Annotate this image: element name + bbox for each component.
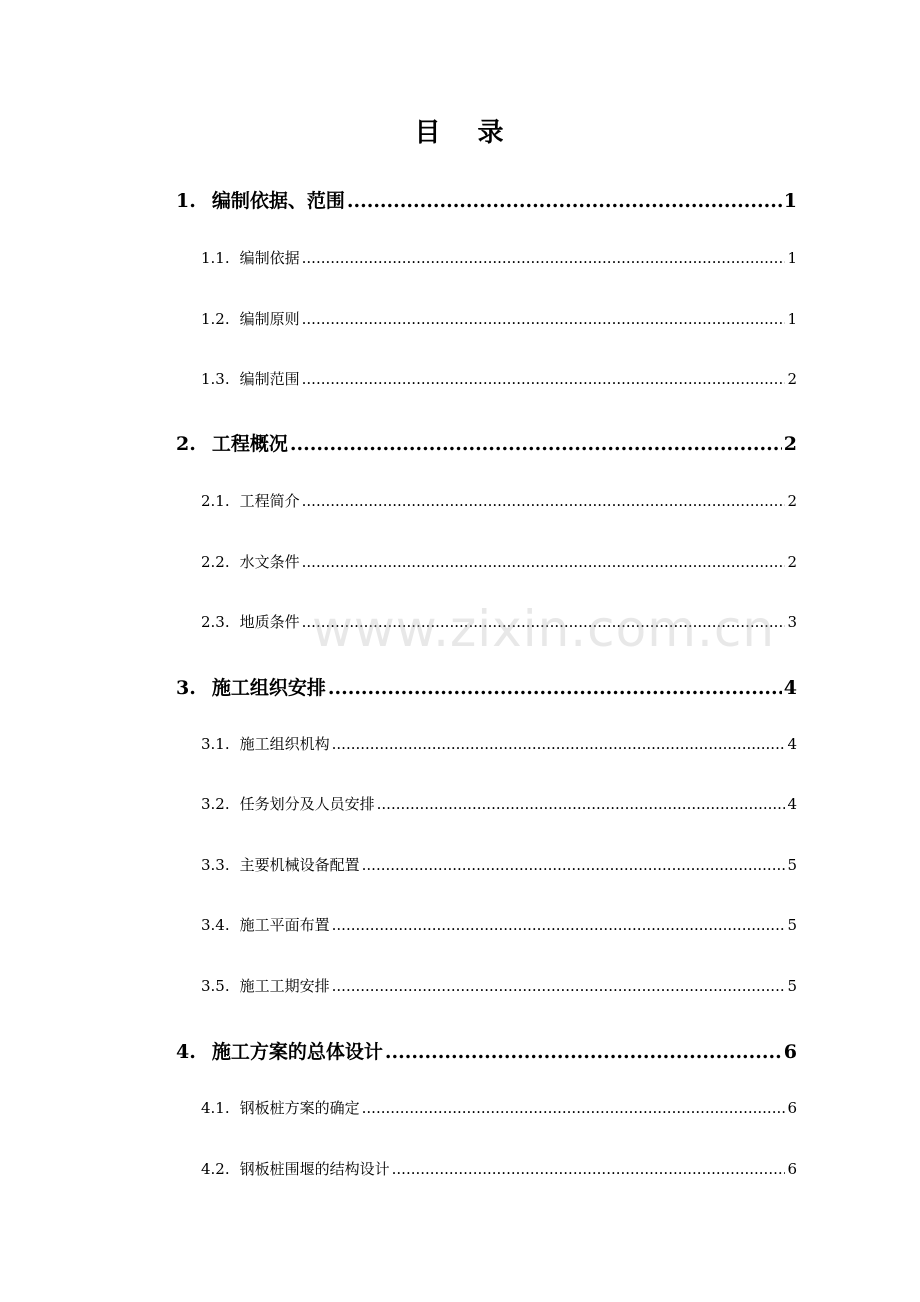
toc-entry-number: 1. [176,190,196,212]
toc-entry-number: 3. [176,677,196,699]
toc-entry[interactable] [201,308,797,329]
toc-dot-leader [347,190,782,212]
toc-dot-leader [332,735,786,753]
toc-dot-leader [377,795,786,813]
toc-entry-title: 水文条件 [239,553,300,571]
toc-entry-number: 3.3. [201,856,230,874]
toc-entry-number: 3.5. [201,977,230,995]
toc-entry[interactable] [176,1037,797,1064]
toc-entry[interactable] [201,247,797,268]
toc-entry-title: 施工平面布置 [239,916,330,934]
toc-dot-leader [302,370,786,388]
toc-entry[interactable] [176,429,797,456]
toc-entry-number: 2.2. [201,553,230,571]
toc-entry[interactable] [201,1097,797,1118]
toc-entry[interactable] [201,793,797,814]
toc-entry[interactable] [176,673,797,700]
toc-entry-title: 施工组织机构 [239,735,330,753]
toc-entry-page-number: 3 [787,613,797,631]
toc-entry-number: 2.3. [201,613,230,631]
toc-entry-page-number: 1 [787,249,797,267]
toc-dot-leader [362,1099,786,1117]
toc-entry[interactable] [201,611,797,632]
toc-dot-leader [385,1041,782,1063]
toc-dot-leader [302,492,786,510]
toc-entry-title: 施工方案的总体设计 [211,1041,383,1063]
toc-entry[interactable] [201,854,797,875]
page-title: 目 录 [414,118,518,148]
toc-entry[interactable] [201,490,797,511]
toc-entry-page-number: 2 [787,492,797,510]
toc-entry-title: 施工工期安排 [239,977,330,995]
toc-dot-leader [290,433,782,455]
toc-dot-leader [362,856,786,874]
toc-entry-page-number: 4 [787,795,797,813]
toc-entry-title: 钢板桩围堰的结构设计 [239,1160,390,1178]
toc-entry-number: 4.1. [201,1099,230,1117]
toc-entry[interactable] [201,368,797,389]
toc-entry[interactable] [201,733,797,754]
toc-entry[interactable] [201,1158,797,1179]
toc-dot-leader [302,613,786,631]
toc-entry-number: 1.2. [201,310,230,328]
toc-entry-title: 工程概况 [211,433,288,455]
toc-entry-title: 编制依据、范围 [211,190,345,212]
toc-entry-title: 钢板桩方案的确定 [239,1099,360,1117]
toc-entry-title: 主要机械设备配置 [239,856,360,874]
toc-entry-page-number: 2 [783,433,797,455]
toc-dot-leader [332,977,786,995]
toc-entry-page-number: 5 [787,916,797,934]
toc-entry-title: 编制范围 [239,370,300,388]
toc-entry-page-number: 4 [783,677,797,699]
toc-dot-leader [392,1160,786,1178]
toc-entry-title: 地质条件 [239,613,300,631]
toc-entry-title: 工程简介 [239,492,300,510]
toc-dot-leader [328,677,782,699]
toc-entry-number: 3.4. [201,916,230,934]
toc-entry[interactable] [201,914,797,935]
toc-entry-page-number: 6 [783,1041,797,1063]
toc-entry-page-number: 6 [787,1099,797,1117]
toc-entry-page-number: 1 [787,310,797,328]
toc-entry-page-number: 2 [787,553,797,571]
toc-entry-page-number: 6 [787,1160,797,1178]
toc-dot-leader [302,249,786,267]
toc-entry-number: 4. [176,1041,196,1063]
toc-entry-page-number: 4 [787,735,797,753]
toc-dot-leader [302,553,786,571]
toc-entry[interactable] [201,975,797,996]
toc-entry-number: 4.2. [201,1160,230,1178]
toc-entry-title: 任务划分及人员安排 [239,795,375,813]
toc-dot-leader [332,916,786,934]
toc-entry-number: 2.1. [201,492,230,510]
toc-entry-title: 编制依据 [239,249,300,267]
toc-entry-number: 1.3. [201,370,230,388]
toc-entry-page-number: 5 [787,856,797,874]
toc-entry[interactable] [201,551,797,572]
watermark: www.zixin.com.cn [312,600,776,658]
toc-entry-page-number: 1 [783,190,797,212]
toc-entry-page-number: 2 [787,370,797,388]
toc-entry-title: 施工组织安排 [211,677,326,699]
toc-entry-page-number: 5 [787,977,797,995]
toc-entry-title: 编制原则 [239,310,300,328]
toc-entry-number: 2. [176,433,196,455]
toc-entry-number: 3.1. [201,735,230,753]
toc-entry[interactable] [176,186,797,213]
toc-entry-number: 1.1. [201,249,230,267]
toc-entry-number: 3.2. [201,795,230,813]
toc-dot-leader [302,310,786,328]
